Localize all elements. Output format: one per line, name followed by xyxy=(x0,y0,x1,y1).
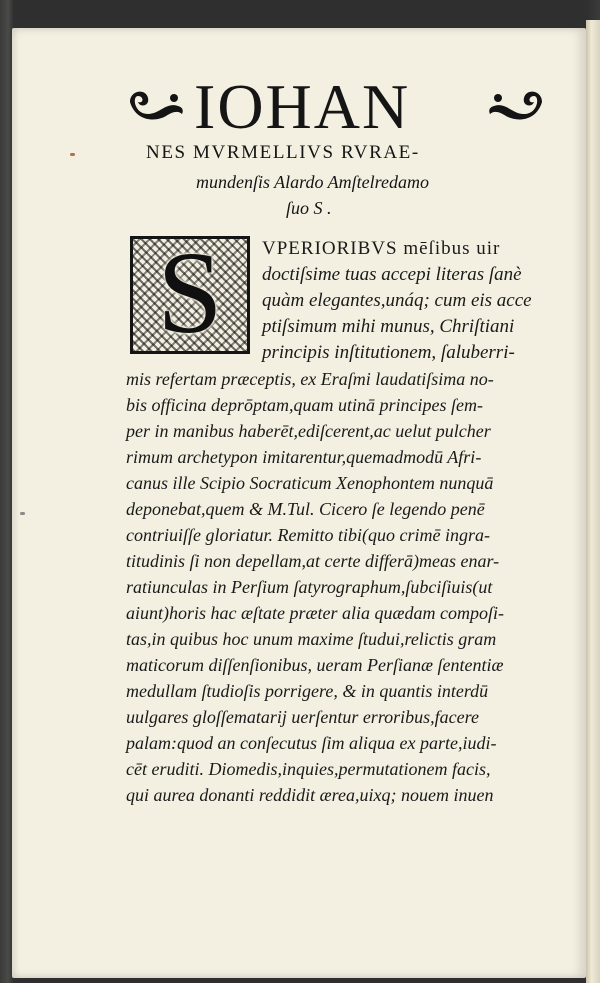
text-line: contriuiſſe gloriatur. Remitto tibi(quo crimē ingra- xyxy=(126,525,490,545)
subtitle-line-3: ſuo S . xyxy=(286,198,332,218)
text-line: qui aurea donanti reddidit ærea,uixq; nouem inuen xyxy=(126,785,494,805)
title-row xyxy=(126,71,546,144)
text-line: rimum archetypon imitarentur,quemadmodū Afri- xyxy=(126,447,482,467)
text-line: uulgares gloſſematarij uerſentur erroribus,facere xyxy=(126,707,479,727)
text-line: tas,in quibus hoc unum maxime ſtudui,relictis gram xyxy=(126,629,497,649)
text-line: deponebat,quem & M.Tul. Cicero ſe legendo penē xyxy=(126,499,485,519)
adjacent-page-edge xyxy=(586,20,600,983)
text-line: cēt eruditi. Diomedis,inquies,permutationem facis, xyxy=(126,759,491,779)
text-line: bis officina deprōptam,quam utinā principes ſem- xyxy=(126,395,483,415)
text-line: medullam ſtudioſis porrigere, & in quantis interdū xyxy=(126,681,489,701)
text-line: aiunt)horis hac æſtate præter alia quædam compoſi- xyxy=(126,603,504,623)
subtitle-line-2: mundenſis Alardo Amſtelredamo xyxy=(196,172,429,192)
text-line: ptiſsimum mihi munus, Chriſtiani xyxy=(262,316,515,337)
text-line: ratiunculas in Perſium ſatyrographum,ſubciſiuis(ut xyxy=(126,577,493,597)
text-line: mis refertam præceptis, ex Eraſmi laudatiſsima no- xyxy=(126,369,494,389)
ink-spot xyxy=(70,153,75,156)
text-line: quàm elegantes,unáq; cum eis acce xyxy=(262,290,532,311)
text-line: VPERIORIBVS mēſibus uir xyxy=(262,238,501,259)
text-line: doctiſsime tuas accepi literas ſanè xyxy=(262,264,522,285)
text-line: maticorum diſſenſionibus, ueram Perſianæ ſententiæ xyxy=(126,655,504,675)
ink-spot xyxy=(20,512,25,515)
fleuron-left-icon xyxy=(126,84,186,124)
text-line: palam:quod an conſecutus ſim aliqua ex parte,iudi- xyxy=(126,733,497,753)
text-line: titudinis ſi non depellam,at certe differā)meas enar- xyxy=(126,551,500,571)
text-line: canus ille Scipio Socraticum Xenophontem nunquā xyxy=(126,473,494,493)
decorated-initial xyxy=(130,227,250,358)
fleuron-right-icon xyxy=(486,84,546,124)
initial-letter: S xyxy=(157,227,223,358)
text-line: per in manibus haberēt,ediſcerent,ac uelut pulcher xyxy=(126,421,491,441)
text-line: principis inſtitutionem, ſaluberri- xyxy=(262,342,515,363)
subtitle-line-1: NES MVRMELLIVS RVRAE- xyxy=(146,142,420,163)
title-heading: IOHAN xyxy=(194,71,411,142)
